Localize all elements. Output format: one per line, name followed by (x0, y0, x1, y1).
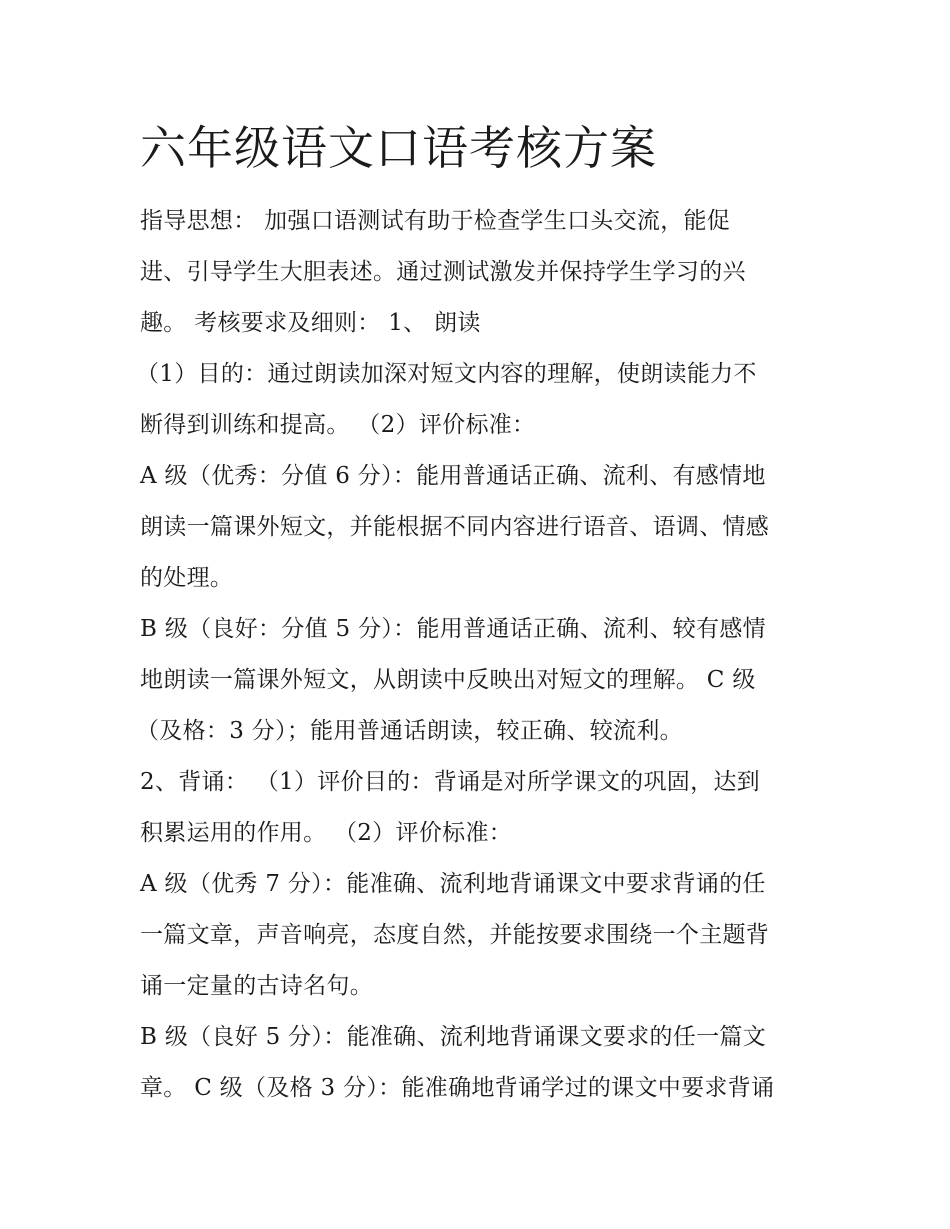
body-line-1: 指导思想： 加强口语测试有助于检查学生口头交流，能促 (140, 208, 731, 234)
body-line-9: B 级（良好：分值 5 分）：能用普通话正确、流利、较有感情 (140, 616, 766, 642)
body-line-17: B 级（良好 5 分）：能准确、流利地背诵课文要求的任一篇文 (140, 1024, 766, 1050)
body-line-18: 章。 C 级（及格 3 分）：能准确地背诵学过的课文中要求背诵 (140, 1075, 775, 1101)
body-line-7: 朗读一篇课外短文，并能根据不同内容进行语音、语调、情感 (140, 514, 770, 540)
body-line-4: （1）目的：通过朗读加深对短文内容的理解，使朗读能力不 (136, 361, 757, 387)
body-line-16: 诵一定量的古诗名句。 (140, 973, 373, 999)
body-line-2: 进、引导学生大胆表述。通过测试激发并保持学生学习的兴 (140, 259, 746, 285)
body-line-15: 一篇文章，声音响亮，态度自然，并能按要求围绕一个主题背 (140, 922, 770, 948)
body-line-5: 断得到训练和提高。 （2）评价标准： (140, 412, 536, 438)
body-line-11: （及格：3 分）；能用普通话朗读，较正确、较流利。 (136, 718, 683, 744)
body-line-3: 趣。 考核要求及细则： 1、 朗读 (140, 310, 481, 336)
body-line-13: 积累运用的作用。 （2）评价标准： (140, 820, 513, 846)
body-line-6: A 级（优秀：分值 6 分）：能用普通话正确、流利、有感情地 (140, 463, 766, 489)
page-title: 六年级语文口语考核方案 (140, 121, 657, 175)
body-line-10: 地朗读一篇课外短文，从朗读中反映出对短文的理解。 C 级 (140, 667, 756, 693)
body-line-14: A 级（优秀 7 分）：能准确、流利地背诵课文中要求背诵的任 (140, 871, 766, 897)
body-line-12: 2、背诵： （1）评价目的：背诵是对所学课文的巩固，达到 (140, 769, 760, 795)
body-line-8: 的处理。 (140, 565, 234, 591)
